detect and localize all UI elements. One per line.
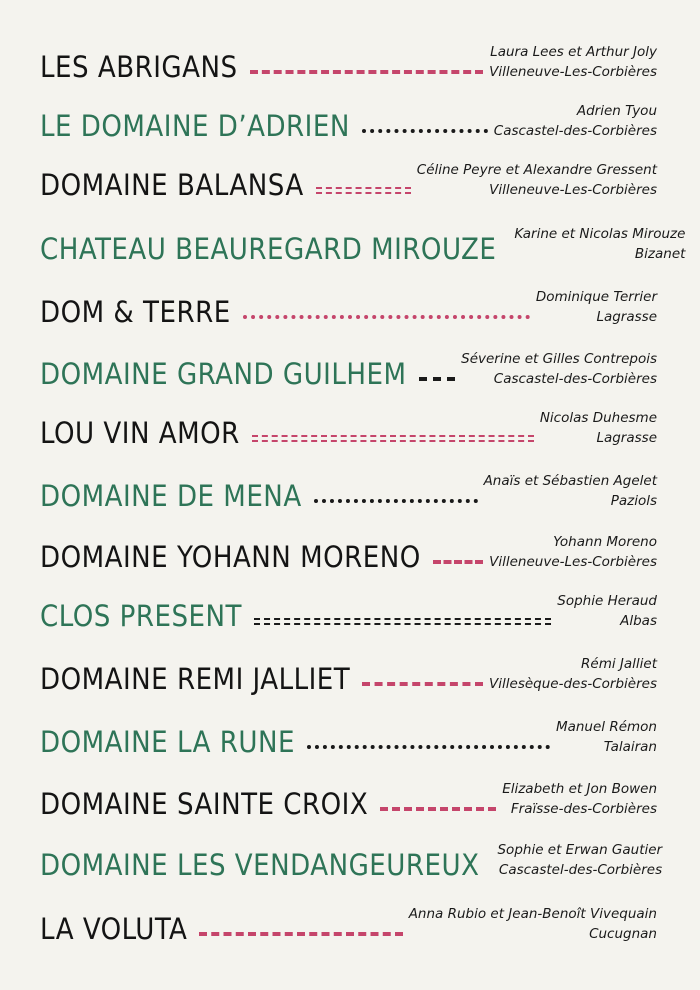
producer-people: Céline Peyre et Alexandre Gressent: [416, 162, 657, 178]
producer-people: Laura Lees et Arthur Joly: [490, 44, 657, 60]
producer-name: DOMAINE LES VENDANGEUREUX: [40, 848, 480, 882]
producer-info: [557, 591, 657, 631]
producer-name: CHATEAU BEAUREGARD MIROUZE: [40, 232, 497, 266]
producer-info: [497, 840, 662, 880]
producer-place: Cascastel-des-Corbières: [493, 123, 657, 139]
producer-info: [556, 717, 657, 757]
producer-info: [494, 101, 657, 141]
leader-line: [250, 70, 484, 74]
producer-place: Villeneuve-Les-Corbières: [489, 554, 657, 570]
producer-info: [484, 471, 657, 511]
leader-line: [380, 807, 496, 811]
producer-entry: [40, 650, 657, 694]
producer-entry: [40, 528, 657, 572]
producer-info: [417, 160, 657, 200]
producer-info: [489, 42, 657, 82]
producer-people: Manuel Rémon: [555, 719, 657, 735]
leader-line: [362, 129, 488, 133]
producer-entry: [40, 713, 657, 757]
leader-line: [254, 618, 551, 625]
producer-name: DOMAINE REMI JALLIET: [40, 662, 351, 696]
producer-info: [536, 287, 657, 327]
producer-entry: [40, 283, 657, 327]
producer-info: [514, 224, 685, 264]
producer-info: [540, 408, 657, 448]
leader-line: [362, 682, 483, 686]
producer-entry: [40, 97, 657, 141]
producer-name: LA VOLUTA: [40, 912, 188, 946]
producer-entry: [40, 836, 663, 882]
producer-people: Sophie Heraud: [557, 593, 657, 609]
producer-info: [409, 904, 657, 944]
producer-place: Villeneuve-Les-Corbières: [489, 182, 657, 198]
producer-entry: [40, 404, 657, 448]
leader-line: [252, 435, 534, 442]
producer-place: Talairan: [603, 739, 657, 755]
producer-name: LOU VIN AMOR: [40, 416, 240, 450]
producer-place: Cascastel-des-Corbières: [493, 371, 657, 387]
producer-name: LE DOMAINE D’ADRIEN: [40, 109, 350, 143]
producer-people: Elizabeth et Jon Bowen: [502, 781, 657, 797]
leader-line: [199, 932, 402, 936]
leader-line: [419, 377, 456, 381]
leader-line: [316, 187, 411, 194]
producer-people: Dominique Terrier: [535, 289, 657, 305]
producer-people: Adrien Tyou: [576, 103, 657, 119]
leader-line: [243, 315, 530, 319]
leader-line: [307, 745, 550, 749]
producer-place: Paziols: [610, 493, 657, 509]
producer-name: DOM & TERRE: [40, 295, 231, 329]
producer-place: Albas: [620, 613, 657, 629]
producer-info: [489, 532, 657, 572]
producer-people: Séverine et Gilles Contrepois: [461, 351, 657, 367]
producer-name: LES ABRIGANS: [40, 50, 238, 84]
producer-info: [502, 779, 657, 819]
producer-entry: [40, 156, 657, 200]
producer-entry: [40, 775, 657, 819]
producer-entry: [40, 587, 657, 631]
producer-people: Yohann Moreno: [553, 534, 657, 550]
producer-place: Cascastel-des-Corbières: [498, 862, 663, 878]
producer-entry: [40, 220, 686, 266]
producer-place: Lagrasse: [596, 309, 657, 325]
producer-name: DOMAINE SAINTE CROIX: [40, 787, 369, 821]
leader-line: [433, 560, 483, 564]
producer-name: DOMAINE BALANSA: [40, 168, 304, 202]
producer-info: [489, 654, 657, 694]
producer-place: Villeneuve-Les-Corbières: [489, 64, 657, 80]
producer-entry: [40, 467, 657, 511]
producer-name: DOMAINE LA RUNE: [40, 725, 295, 759]
producer-name: DOMAINE YOHANN MORENO: [40, 540, 421, 574]
producer-people: Karine et Nicolas Mirouze: [514, 226, 686, 242]
producer-people: Nicolas Duhesme: [539, 410, 657, 426]
producer-people: Rémi Jalliet: [581, 656, 657, 672]
producer-entry: [40, 345, 657, 389]
producer-name: CLOS PRESENT: [40, 599, 242, 633]
producer-place: Cucugnan: [589, 926, 657, 942]
producer-place: Villesèque-des-Corbières: [489, 676, 657, 692]
producer-place: Bizanet: [634, 246, 686, 262]
producer-name: DOMAINE DE MENA: [40, 479, 302, 513]
producer-place: Lagrasse: [596, 430, 657, 446]
producer-people: Sophie et Erwan Gautier: [497, 842, 663, 858]
producer-people: Anaïs et Sébastien Agelet: [483, 473, 657, 489]
leader-line: [314, 499, 478, 503]
producer-place: Fraïsse-des-Corbières: [510, 801, 657, 817]
producer-people: Anna Rubio et Jean-Benoît Vivequain: [408, 906, 657, 922]
producer-entry: [40, 900, 657, 944]
producer-name: DOMAINE GRAND GUILHEM: [40, 357, 407, 391]
producer-entry: [40, 38, 657, 82]
producer-info: [461, 349, 657, 389]
